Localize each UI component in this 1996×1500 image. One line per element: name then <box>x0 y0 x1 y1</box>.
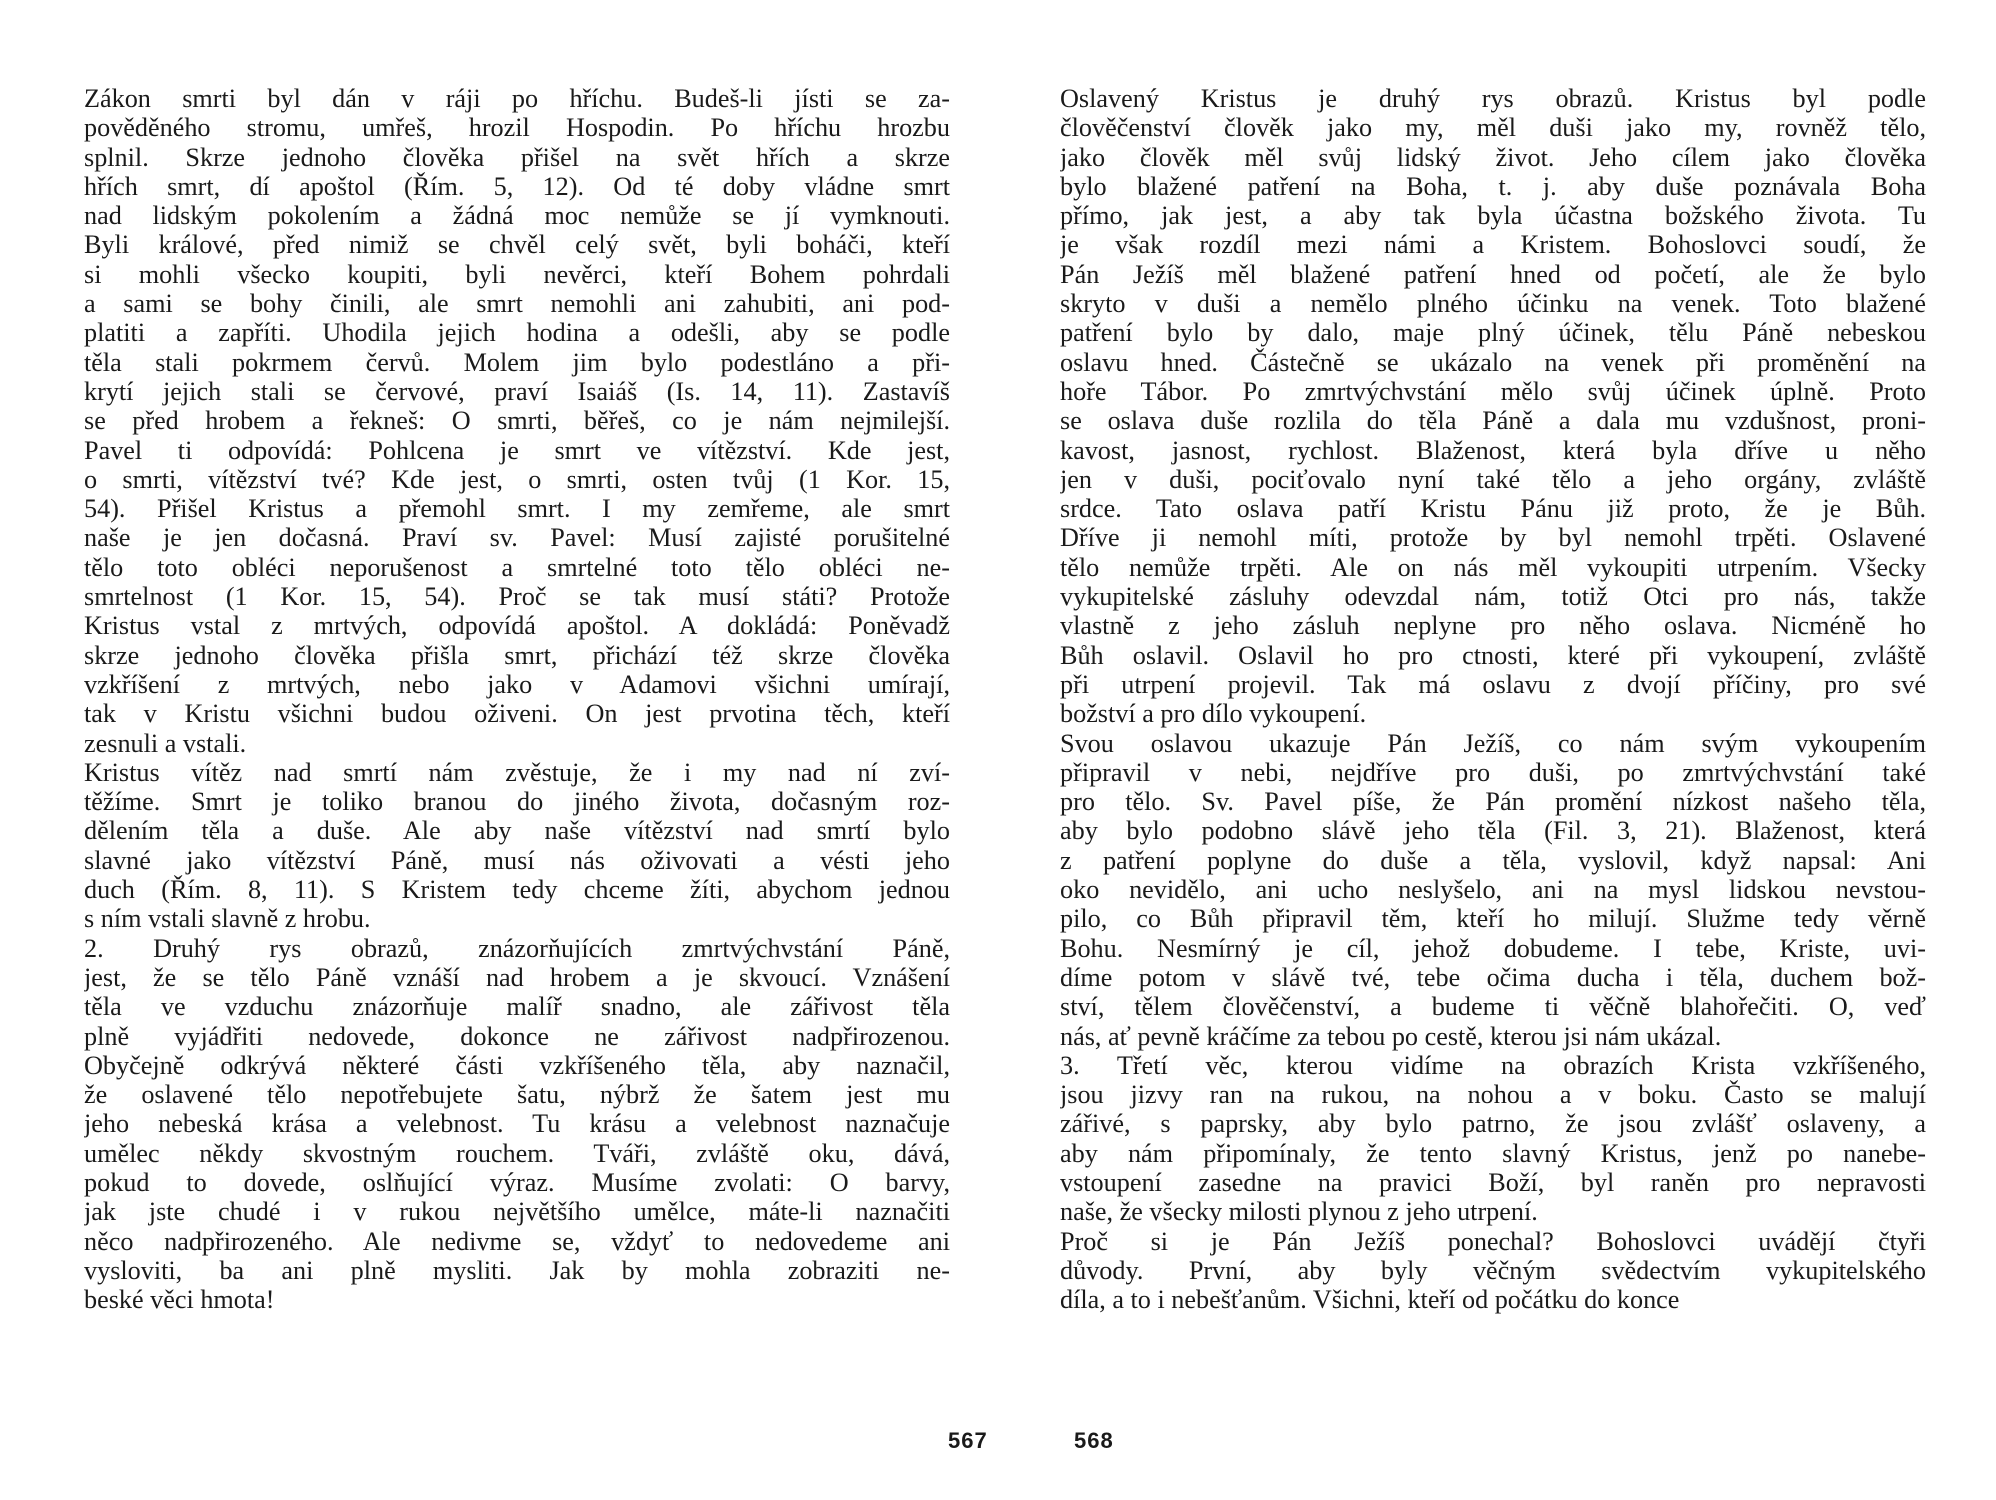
text-line: vysloviti, ba ani plně mysliti. Jak by mohla zobraziti ne- <box>84 1255 950 1285</box>
text-line: plně vyjádřiti nedovede, dokonce ne zářivost nadpřirozenou. <box>84 1021 950 1051</box>
text-line: něco nadpřirozeného. Ale nedivme se, vždyť to nedovedeme ani <box>84 1226 950 1256</box>
text-line: hřích smrt, dí apoštol (Řím. 5, 12). Od té doby vládne smrt <box>84 171 950 201</box>
text-line: vstoupení zasedne na pravici Boží, byl raněn pro nepravosti <box>1060 1167 1926 1197</box>
paragraph <box>1060 1227 1926 1315</box>
text-line: duch (Řím. 8, 11). S Kristem tedy chceme žíti, abychom jednou <box>84 875 950 905</box>
text-line: pověděného stromu, umřeš, hrozil Hospodin. Po hříchu hrozbu <box>84 113 950 143</box>
text-line: božství a pro dílo vykoupení. <box>1060 699 1367 729</box>
text-line: při utrpení projevil. Tak má oslavu z dvojí příčiny, pro své <box>1060 669 1926 699</box>
text-line: Bůh oslavil. Oslavil ho pro ctnosti, které při vykoupení, zvláště <box>1060 640 1926 670</box>
text-line: jeho nebeská krása a velebnost. Tu krásu a velebnost naznačuje <box>84 1109 950 1139</box>
text-line: těla ve vzduchu znázorňuje malíř snadno, ale zářivost těla <box>84 992 950 1022</box>
paragraph <box>1060 1051 1926 1227</box>
text-line: tělo nemůže trpěti. Ale on nás měl vykoupiti utrpením. Všecky <box>1060 552 1926 582</box>
text-line: vlastně z jeho zásluh neplyne pro něho oslava. Nicméně ho <box>1060 611 1926 641</box>
text-line: Dříve ji nemohl míti, protože by byl nemohl trpěti. Oslavené <box>1060 523 1926 553</box>
text-line: člověčenství člověk jako my, měl duši jako my, rovněž tělo, <box>1060 113 1926 143</box>
text-line: Zákon smrti byl dán v ráji po hříchu. Budeš-li jísti se za- <box>84 84 950 113</box>
text-line: a sami se bohy činili, ale smrt nemohli ani zahubiti, ani pod- <box>84 289 950 319</box>
text-line: Kristus vstal z mrtvých, odpovídá apoštol. A dokládá: Poněvadž <box>84 611 950 641</box>
text-line: krytí jejich stali se červové, praví Isaiáš (Is. 14, 11). Zastavíš <box>84 376 950 406</box>
text-line: splnil. Skrze jednoho člověka přišel na svět hřích a skrze <box>84 142 950 172</box>
text-line: 2. Druhý rys obrazů, znázorňujících zmrtvýchvstání Páně, <box>84 933 950 963</box>
text-line: Svou oslavou ukazuje Pán Ježíš, co nám svým vykoupením <box>1060 728 1926 758</box>
text-line: oko nevidělo, ani ucho neslyšelo, ani na mysl lidskou nevstou- <box>1060 875 1926 905</box>
text-line: těžíme. Smrt je toliko branou do jiného života, dočasným roz- <box>84 787 950 817</box>
text-line: nás, ať pevně kráčíme za tebou po cestě, kterou jsi nám ukázal. <box>1060 1021 1722 1051</box>
text-line: Pán Ježíš měl blažené patření hned od početí, ale že bylo <box>1060 259 1926 289</box>
text-line: skrze jednoho člověka přišla smrt, přichází též skrze člověka <box>84 640 950 670</box>
paragraph <box>84 758 950 934</box>
text-line: dělením těla a duše. Ale aby naše vítězství nad smrtí bylo <box>84 816 950 846</box>
text-line: vzkříšení z mrtvých, nebo jako v Adamovi všichni umírají, <box>84 669 950 699</box>
text-line: Byli králové, před nimiž se chvěl celý svět, byli boháči, kteří <box>84 230 950 260</box>
text-line: pokud to dovede, oslňující výraz. Musíme zvolati: O barvy, <box>84 1167 950 1197</box>
text-line: smrtelnost (1 Kor. 15, 54). Proč se tak musí státi? Protože <box>84 582 950 612</box>
text-line: díme potom v slávě tvé, tebe očima ducha i těla, duchem bož- <box>1060 962 1926 992</box>
text-line: jsou jizvy ran na rukou, na nohou a v boku. Často se malují <box>1060 1080 1926 1110</box>
text-line: ství, tělem člověčenství, a budeme ti věčně blahořečiti. O, veď <box>1060 992 1926 1022</box>
text-line: srdce. Tato oslava patří Kristu Pánu již proto, že je Bůh. <box>1060 494 1926 524</box>
text-line: že oslavené tělo nepotřebujete šatu, nýbrž že šatem jest mu <box>84 1080 950 1110</box>
text-line: Kristus vítěz nad smrtí nám zvěstuje, že i my nad ní zví- <box>84 757 950 787</box>
paragraph <box>84 934 950 1315</box>
page-number-right: 568 <box>1074 1428 1114 1453</box>
text-line: patření bylo by dalo, maje plný účinek, tělu Páně nebeskou <box>1060 318 1926 348</box>
text-line: Pavel ti odpovídá: Pohlcena je smrt ve vítězství. Kde jest, <box>84 435 950 465</box>
text-line: Oslavený Kristus je druhý rys obrazů. Kristus byl podle <box>1060 84 1926 113</box>
text-line: aby bylo podobno slávě jeho těla (Fil. 3, 21). Blaženost, která <box>1060 816 1926 846</box>
text-line: jako člověk měl svůj lidský život. Jeho cílem jako člověka <box>1060 142 1926 172</box>
text-line: hoře Tábor. Po zmrtvýchvstání mělo svůj účinek úplně. Proto <box>1060 376 1926 406</box>
text-line: z patření poplyne do duše a těla, vyslovil, když napsal: Ani <box>1060 845 1926 875</box>
text-line: jen v duši, pociťovalo nyní také tělo a jeho orgány, zvláště <box>1060 464 1926 494</box>
text-line: připravil v nebi, nejdříve pro duši, po zmrtvýchvstání také <box>1060 757 1926 787</box>
text-line: platiti a zapříti. Uhodila jejich hodina a odešli, aby se podle <box>84 318 950 348</box>
text-line: jak jste chudé i v rukou největšího umělce, máte-li naznačiti <box>84 1197 950 1227</box>
text-line: zesnuli a vstali. <box>84 728 247 758</box>
text-line: oslavu hned. Částečně se ukázalo na venek při proměnění na <box>1060 347 1926 377</box>
text-line: bylo blažené patření na Boha, t. j. aby duše poznávala Boha <box>1060 171 1926 201</box>
left-page <box>84 84 988 1464</box>
page-number-left: 567 <box>948 1428 988 1453</box>
text-line: s ním vstali slavně z hrobu. <box>84 904 371 934</box>
text-line: skryto v duši a nemělo plného účinku na venek. Toto blažené <box>1060 289 1926 319</box>
text-line: Proč si je Pán Ježíš ponechal? Bohoslovci uvádějí čtyři <box>1060 1226 1926 1256</box>
text-line: zářivé, s paprsky, aby bylo patrno, že jsou zvlášť oslaveny, a <box>1060 1109 1926 1139</box>
text-line: aby nám připomínaly, že tento slavný Kristus, jenž po nanebe- <box>1060 1138 1926 1168</box>
text-line: jest, že se tělo Páně vznáší nad hrobem a je skvoucí. Vznášení <box>84 962 950 992</box>
text-line: si mohli všecko koupiti, byli nevěrci, kteří Bohem pohrdali <box>84 259 950 289</box>
text-line: beské věci hmota! <box>84 1285 275 1315</box>
text-line: pro tělo. Sv. Pavel píše, že Pán promění nízkost našeho těla, <box>1060 787 1926 817</box>
text-line: 3. Třetí věc, kterou vidíme na obrazích Krista vzkříšeného, <box>1060 1050 1926 1080</box>
text-line: Bohu. Nesmírný je cíl, jehož dobudeme. I tebe, Kriste, uvi- <box>1060 933 1926 963</box>
text-line: se před hrobem a řekneš: O smrti, běřeš, co je nám nejmilejší. <box>84 406 950 436</box>
text-line: pilo, co Bůh připravil těm, kteří ho milují. Služme tedy věrně <box>1060 904 1926 934</box>
paragraph <box>84 84 950 758</box>
text-line: je však rozdíl mezi námi a Kristem. Bohoslovci soudí, že <box>1060 230 1926 260</box>
text-line: přímo, jak jest, a aby tak byla účastna božského života. Tu <box>1060 201 1926 231</box>
text-line: Obyčejně odkrývá některé části vzkříšeného těla, aby naznačil, <box>84 1050 950 1080</box>
text-line: nad lidským pokolením a žádná moc nemůže se jí vymknouti. <box>84 201 950 231</box>
text-line: se oslava duše rozlila do těla Páně a dala mu vzdušnost, proni- <box>1060 406 1926 436</box>
text-line: kavost, jasnost, rychlost. Blaženost, která byla dříve u něho <box>1060 435 1926 465</box>
text-line: naše je jen dočasná. Praví sv. Pavel: Musí zajisté porušitelné <box>84 523 950 553</box>
text-line: tělo toto obléci neporušenost a smrtelné toto tělo obléci ne- <box>84 552 950 582</box>
paragraph <box>1060 84 1926 729</box>
text-line: vykupitelské zásluhy odevzdal nám, totiž Otci pro nás, takže <box>1060 582 1926 612</box>
text-line: tak v Kristu všichni budou oživeni. On jest prvotina těch, kteří <box>84 699 950 729</box>
paragraph <box>1060 729 1926 1051</box>
text-line: naše, že všecky milosti plynou z jeho utrpení. <box>1060 1197 1538 1227</box>
right-page <box>1060 84 1926 1464</box>
text-line: díla, a to i nebešťanům. Všichni, kteří od počátku do konce <box>1060 1285 1680 1315</box>
right-page-text <box>1060 84 1926 1314</box>
text-line: důvody. První, aby byly věčným svědectvím vykupitelského <box>1060 1255 1926 1285</box>
text-line: 54). Přišel Kristus a přemohl smrt. I my zemřeme, ale smrt <box>84 494 950 524</box>
text-line: umělec někdy skvostným rouchem. Tváři, zvláště oku, dává, <box>84 1138 950 1168</box>
left-page-text <box>84 84 950 1314</box>
text-line: těla stali pokrmem červů. Molem jim bylo podestláno a při- <box>84 347 950 377</box>
text-line: slavné jako vítězství Páně, musí nás oživovati a vésti jeho <box>84 845 950 875</box>
text-line: o smrti, vítězství tvé? Kde jest, o smrti, osten tvůj (1 Kor. 15, <box>84 464 950 494</box>
